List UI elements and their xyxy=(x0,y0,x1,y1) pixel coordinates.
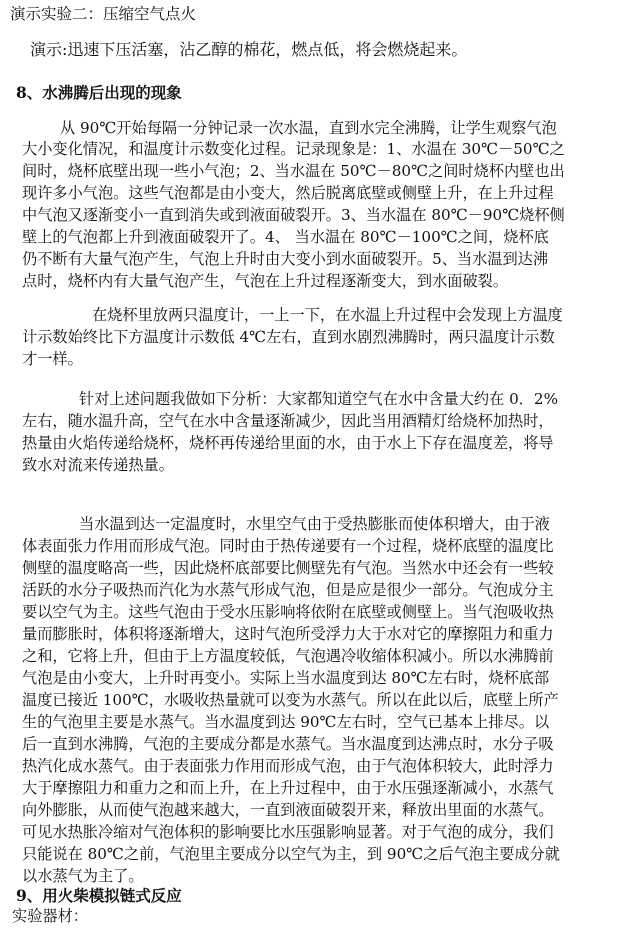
paragraph-line: 当水温到达一定温度时，水里空气由于受热膨胀而使体积增大，由于液 xyxy=(79,515,550,533)
paragraph-line: 中气泡又逐渐变小一直到消失或到液面破裂开。3、当水温在 80℃－90℃烧杯侧 xyxy=(22,206,565,224)
paragraph-line: 大于摩擦阻力和重力之和而上升，在上升过程中，由于水压强逐渐减小，水蒸气 xyxy=(22,779,554,797)
paragraph-line: 左右，随水温升高，空气在水中含量逐渐减少，因此当用酒精灯给烧杯加热时， xyxy=(22,412,554,430)
section-8-heading: 8、水沸腾后出现的现象 xyxy=(16,83,182,102)
paragraph-line: 在烧杯里放两只温度计，一上一下，在水温上升过程中会发现上方温度 xyxy=(92,306,563,324)
paragraph-line: 侧壁的温度略高一些，因此烧杯底部要比侧壁先有气泡。当然水中还会有一些较 xyxy=(22,559,554,577)
paragraph-line: 后一直到水沸腾，气泡的主要成分都是水蒸气。当水温度到达沸点时，水分子吸 xyxy=(22,735,554,753)
paragraph-line: 现许多小气泡。这些气泡都是由小变大，然后脱离底壁或侧壁上升，在上升过程 xyxy=(22,184,554,202)
paragraph-line: 气泡是由小变大，上升时再变小。实际上当水温度到达 80℃左右时，烧杯底部 xyxy=(22,669,550,687)
paragraph-line: 向外膨胀，从而使气泡越来越大，一直到液面破裂开来，释放出里面的水蒸气。 xyxy=(22,801,554,819)
paragraph-line: 可见水热胀冷缩对气泡体积的影响要比水压强影响显著。对于气泡的成分，我们 xyxy=(22,823,554,841)
section-9-heading: 9、用火柴模拟链式反应 xyxy=(16,886,182,905)
paragraph-line: 计示数始终比下方温度计示数低 4℃左右，直到水剧烈沸腾时，两只温度计示数 xyxy=(22,328,555,346)
paragraph-line: 针对上述问题我做如下分析：大家都知道空气在水中含量大约在 0．2% xyxy=(79,390,559,408)
paragraph-line: 大小变化情况，和温度计示数变化过程。记录现象是：1、水温在 30℃－50℃之 xyxy=(22,140,565,158)
paragraph-line: 才一样。 xyxy=(22,350,83,368)
paragraph-line: 活跃的水分子吸热而汽化为水蒸气形成气泡，但是应是很少一部分。气泡成分主 xyxy=(22,581,554,599)
section-9-subtext: 实验器材： xyxy=(12,907,88,925)
paragraph-line: 要以空气为主。这些气泡由于受水压影响将依附在底壁或侧壁上。当气泡吸收热 xyxy=(22,603,554,621)
demo-text: 演示:迅速下压活塞，沾乙醇的棉花，燃点低，将会燃烧起来。 xyxy=(30,40,468,59)
paragraph-line: 热汽化成水蒸气。由于表面张力作用而形成气泡，由于气泡体积较大，此时浮力 xyxy=(22,757,554,775)
paragraph-line: 点时，烧杯内有大量气泡产生，气泡在上升过程逐渐变大，到水面破裂。 xyxy=(22,272,508,290)
paragraph-line: 之和，它将上升，但由于上方温度较低，气泡遇冷收缩体积减小。所以水沸腾前 xyxy=(22,647,554,665)
paragraph-line: 生的气泡里主要是水蒸气。当水温度到达 90℃左右时，空气已基本上排尽。以 xyxy=(22,713,550,731)
paragraph-line: 间时，烧杯底壁出现一些小气泡；2、当水温在 50℃－80℃之间时烧杯内壁也出 xyxy=(22,162,565,180)
paragraph-line: 从 90℃开始每隔一分钟记录一次水温，直到水完全沸腾，让学生观察气泡 xyxy=(60,119,557,137)
paragraph-line: 壁上的气泡都上升到液面破裂开了。4、 当水温在 80℃－100℃之间，烧杯底 xyxy=(22,228,549,246)
paragraph-line: 仍不断有大量气泡产生，气泡上升时由大变小到水面破裂开。5、当水温到达沸 xyxy=(22,250,549,268)
paragraph-line: 量而膨胀时，体积将逐渐增大，这时气泡所受浮力大于水对它的摩擦阻力和重力 xyxy=(22,625,554,643)
paragraph-line: 致水对流来传递热量。 xyxy=(22,456,174,474)
paragraph-line: 以水蒸气为主了。 xyxy=(22,867,144,885)
paragraph-line: 温度已接近 100℃，水吸收热量就可以变为水蒸气。所以在此以后，底壁上所产 xyxy=(22,691,559,709)
paragraph-line: 体表面张力作用而形成气泡。同时由于热传递要有一个过程，烧杯底壁的温度比 xyxy=(22,537,554,555)
paragraph-line: 只能说在 80℃之前，气泡里主要成分以空气为主，到 90℃之后气泡主要成分就 xyxy=(22,845,560,863)
demo-title: 演示实验二：压缩空气点火 xyxy=(10,5,197,23)
paragraph-line: 热量由火焰传递给烧杯，烧杯再传递给里面的水，由于水上下存在温度差，将导 xyxy=(22,434,554,452)
